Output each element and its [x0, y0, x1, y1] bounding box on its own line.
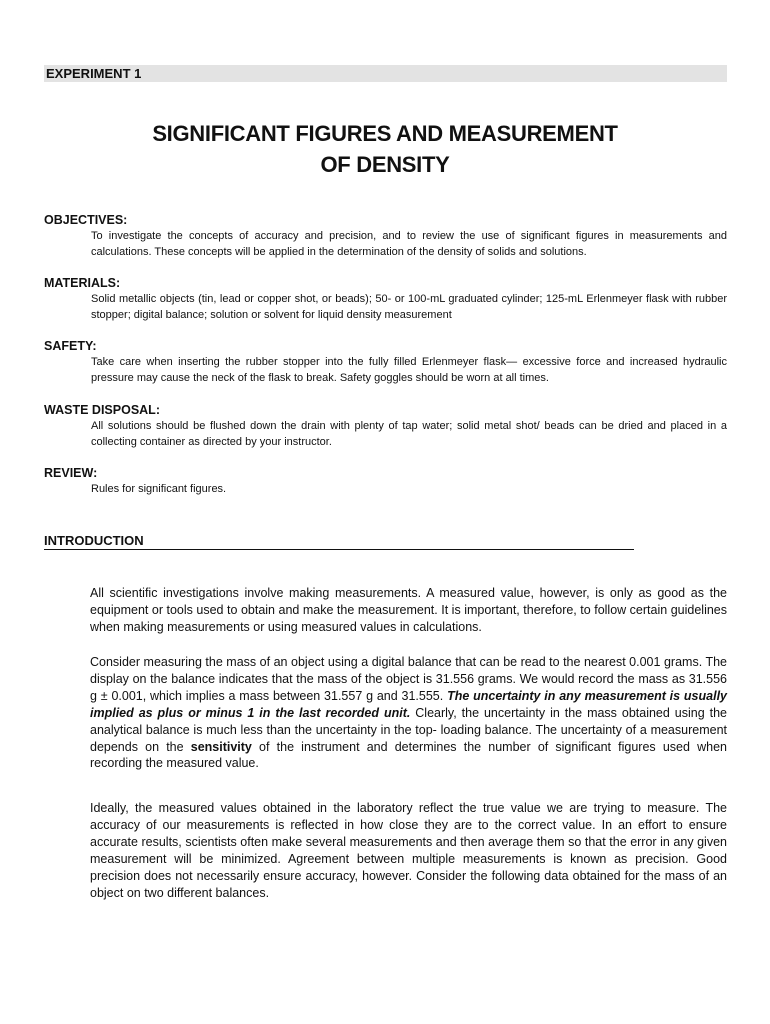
introduction-heading: INTRODUCTION — [44, 532, 634, 550]
objectives-heading: OBJECTIVES: — [44, 213, 128, 227]
intro-p2-text-1: Consider measuring the mass of an object using a digital balance that can be read to the nearest 0.001 grams. The display on the balance indicates that the mass of the object is 31.556 grams. We would record the mass as 31.556 g ± 0.001, which implies a mass between 31.557 g and 31.555. — [90, 655, 727, 703]
objectives-body: To investigate the concepts of accuracy and precision, and to review the use of significant figures in measurements and calculations. These concepts will be applied in the determination of the density of solids and solutions. — [91, 230, 727, 258]
review-heading: REVIEW: — [44, 466, 98, 480]
uncertainty-emphasis: The uncertainty in any measurement is usually implied as plus or minus 1 in the last recorded unit. — [90, 688, 727, 720]
safety-body: Take care when inserting the rubber stopper into the fully filled Erlenmeyer flask— excessive force and increased hydraulic pressure may cause the neck of the flask to break. Safety goggles should be worn at all times. — [91, 356, 727, 384]
title-line-1: SIGNIFICANT FIGURES AND MEASUREMENT — [152, 121, 618, 146]
page-title — [0, 118, 770, 180]
materials-section — [44, 275, 727, 323]
review-section — [44, 465, 727, 497]
waste-disposal-heading: WASTE DISPOSAL: — [44, 403, 160, 417]
materials-body: Solid metallic objects (tin, lead or copper shot, or beads); 50- or 100-mL graduated cylinder; 125-mL Erlenmeyer flask with rubber stopper; digital balance; solution or solvent for liquid density measurement — [91, 293, 727, 321]
objectives-section — [44, 212, 727, 260]
intro-paragraph-3: Ideally, the measured values obtained in the laboratory reflect the true value we are trying to measure. The accuracy of our measurements is reflected in how close they are to the correct value. In an effort to ensure accurate results, scientists often make several measurements and then average them so that the error in any given measurement will be minimized. Agreement between multiple measurements is known as precision. Good precision does not necessarily ensure accuracy, however. Consider the following data obtained for the mass of an object on two different balances. — [90, 801, 727, 900]
title-line-2: OF DENSITY — [320, 152, 450, 177]
intro-paragraph-1: All scientific investigations involve making measurements. A measured value, however, is only as good as the equipment or tools used to obtain and make the measurement. It is important, therefore, to follow certain guidelines when making measurements or using measured values in calculations. — [90, 586, 727, 634]
waste-disposal-section — [44, 402, 727, 450]
materials-heading: MATERIALS: — [44, 276, 121, 290]
waste-disposal-body: All solutions should be flushed down the drain with plenty of tap water; solid metal shot/ beads can be dried and placed in a collecting container as directed by your instructor. — [91, 420, 727, 448]
safety-section — [44, 338, 727, 386]
review-body: Rules for significant figures. — [91, 483, 227, 495]
experiment-label: EXPERIMENT 1 — [44, 65, 727, 82]
sensitivity-term: sensitivity — [190, 739, 252, 754]
safety-heading: SAFETY: — [44, 339, 97, 353]
intro-paragraph-2 — [90, 654, 727, 772]
intro-p2-text-2: Clearly, the uncertainty in the mass obtained using the analytical balance is much less than the uncertainty in the top- loading balance. The uncertainty of a measurement depends on the — [90, 705, 727, 754]
intro-p2-text-3: of the instrument and determines the number of significant figures used when recording the measured value. — [90, 739, 727, 771]
